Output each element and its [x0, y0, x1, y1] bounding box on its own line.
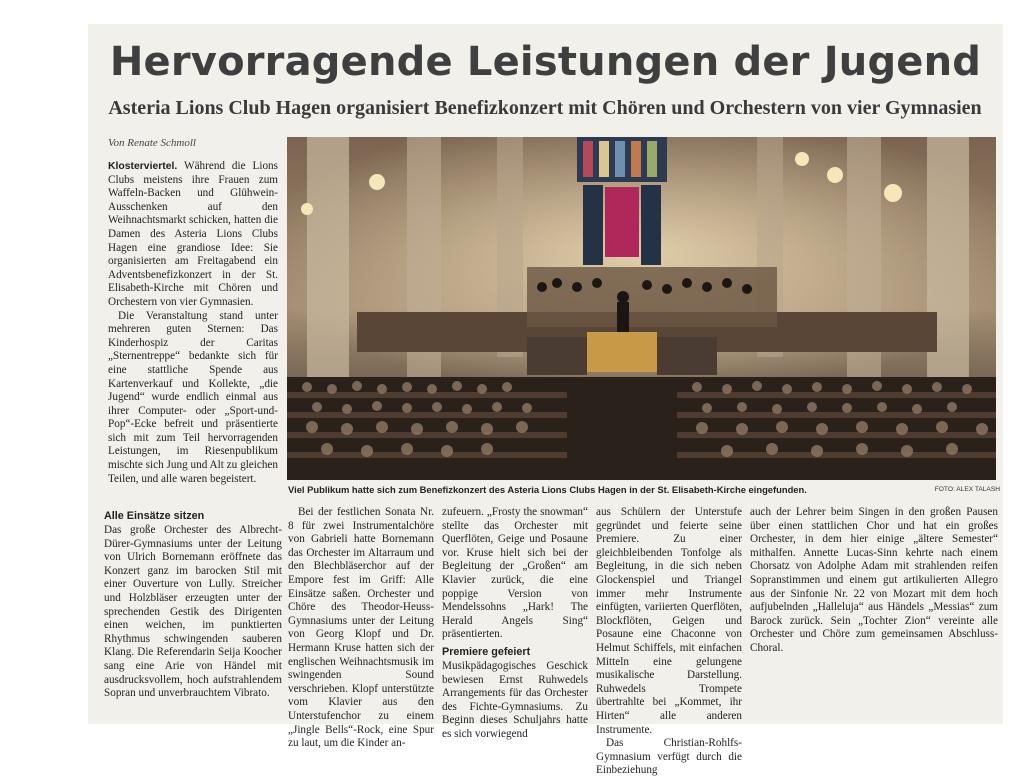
dateline: Klosterviertel. — [108, 161, 178, 172]
section-heading: Premiere gefeiert — [442, 645, 531, 658]
headline: Hervorragende Leistungen der Jugend — [109, 39, 982, 85]
paragraph: Musikpädagogisches Geschick bewiesen Ernst Ruhwedels Arrangements für das Orchester des Fichte-Gymnasiums. Zu Beginn dieses Schuljahrs hatte es sich vorwiegend — [442, 659, 588, 740]
photo-caption: Viel Publikum hatte sich zum Benefizkonzert des Asteria Lions Clubs Hagen in der St. Elisabeth-Kirche eingefunden. — [288, 484, 807, 495]
byline: Von Renate Schmoll — [108, 137, 196, 149]
article-column-2 — [288, 506, 434, 751]
section-heading: Alle Einsätze sitzen — [104, 510, 205, 522]
paragraph: Klosterviertel. Während die Lions Clubs meistens ihre Frauen zum Waffeln-Backen und Glühwein-Ausschenken auf den Weihnachtsmarkt schicken, hatten die Damen des Asteria Lions Clubs Hagen eine grandiose Idee: Sie organisierten am Freitagabend ein Adventsbenefizkonzert in der St. Elisabeth-Kirche mit Chören und Orchestern von vier Gymnasien. — [108, 160, 278, 308]
paragraph: Die Veranstaltung stand unter mehreren guten Sternen: Das Kinderhospiz der Caritas „Sternentreppe“ bedankte sich für eine stattliche Spende aus Kartenverkauf und Kollekte, „die Jugend“ wurde endlich einmal aus ihrer Computer- oder „Sport-und-Pop“-Ecke befreit und präsentierte sich mit zum Teil hervorragenden Leistungen, im Riesenpublikum mischte sich Jung und Alt zu gleichen Teilen, und alle waren begeistert. — [108, 309, 278, 485]
paragraph: Bei der festlichen Sonata Nr. 8 für zwei Instrumentalchöre von Gabrieli hatte Bornemann das Orchester im Altarraum und den Blechbläserchor auf der Empore fest im Griff: Alle Einsätze saßen. Orchester und Chöre des Theodor-Heuss-Gymnasiums unter der Leitung von Georg Klopf und Dr. Hermann Kruse hatten sich der englischen Weihnachtsmusik im swingenden Sound verschrieben. Klopf unterstützte vom Klavier aus den Unterstufenchor zu einem „Jingle Bells“-Rock, eine Spur zu laut, um die Kinder an- — [288, 506, 434, 750]
church-concert-photo — [287, 137, 996, 480]
paragraph: Das große Orchester des Albrecht-Dürer-Gymnasiums unter der Leitung von Ulrich Bornemann eröffnete das Konzert ganz im barocken Stil mit einer Ouverture von Lully. Streicher und Holzbläser erzeugten unter der sprechenden Gestik des Dirigenten einen weichen, im punktierten Rhythmus schwingenden sauberen Klang. Die Referendarin Seija Koocher sang eine Arie von Händel mit ausdrucksvollem, hoch aufstrahlendem Sopran und unverbrauchtem Vibrato. — [104, 524, 282, 700]
article-column-1-lower — [104, 506, 282, 701]
photo-credit: FOTO: ALEX TALASH — [934, 486, 1000, 493]
article-column-5 — [750, 506, 998, 656]
paragraph: auch der Lehrer beim Singen in den großen Pausen über einen stattlichen Chor und hat ein großes Orchester, in dem hier einige „ältere Semester“ mithalfen. Annette Lucas-Sinn kehrte nach einem Chorsatz von Adolphe Adam mit strahlenden reifen Sopranstimmen und einem gut artikulierten Allegro aus der Sinfonie Nr. 22 von Mozart mit dem hoch aufjubelnden „Halleluja“ aus Händels „Messias“ zum Barock zurück. Sein „Tochter Zion“ vereinte alle Orchester und Chöre zum gemeinsamen Abschluss-Choral. — [750, 506, 998, 654]
paragraph: aus Schülern der Unterstufe gegründet und feierte seine Premiere. Zu einer gleichbleibenden Tonfolge als Begleitung, in die sich neben Glockenspiel und Triangel immer mehr Instrumente einfügten, variierten Querflöten, Blockflöten, Geigen und Posaune eine Chaconne von Helmut Schiffels, mit einfachen Mitteln eine gelungene musikalische Darstellung. Ruhwedels Trompete übertrahlte bei „Kommet, ihr Hirten“ alle anderen Instrumente. — [596, 506, 742, 736]
subheadline: Asteria Lions Club Hagen organisiert Benefizkonzert mit Chören und Orchestern von vier Gymnasien — [108, 97, 982, 119]
article-column-4 — [596, 506, 742, 778]
paragraph: Das Christian-Rohlfs-Gymnasium verfügt durch die Einbeziehung — [596, 737, 742, 777]
article-column-3 — [442, 506, 588, 742]
paragraph: zufeuern. „Frosty the snowman“ stellte das Orchester mit Querflöten, Geige und Posaune vor. Kruse hielt sich bei der Begleitung der „Großen“ am Klavier zurück, die eine poppige Version von Mendelssohns „Hark! The Herald Angels Sing“ präsentierten. — [442, 506, 588, 641]
article-column-1 — [108, 160, 278, 486]
